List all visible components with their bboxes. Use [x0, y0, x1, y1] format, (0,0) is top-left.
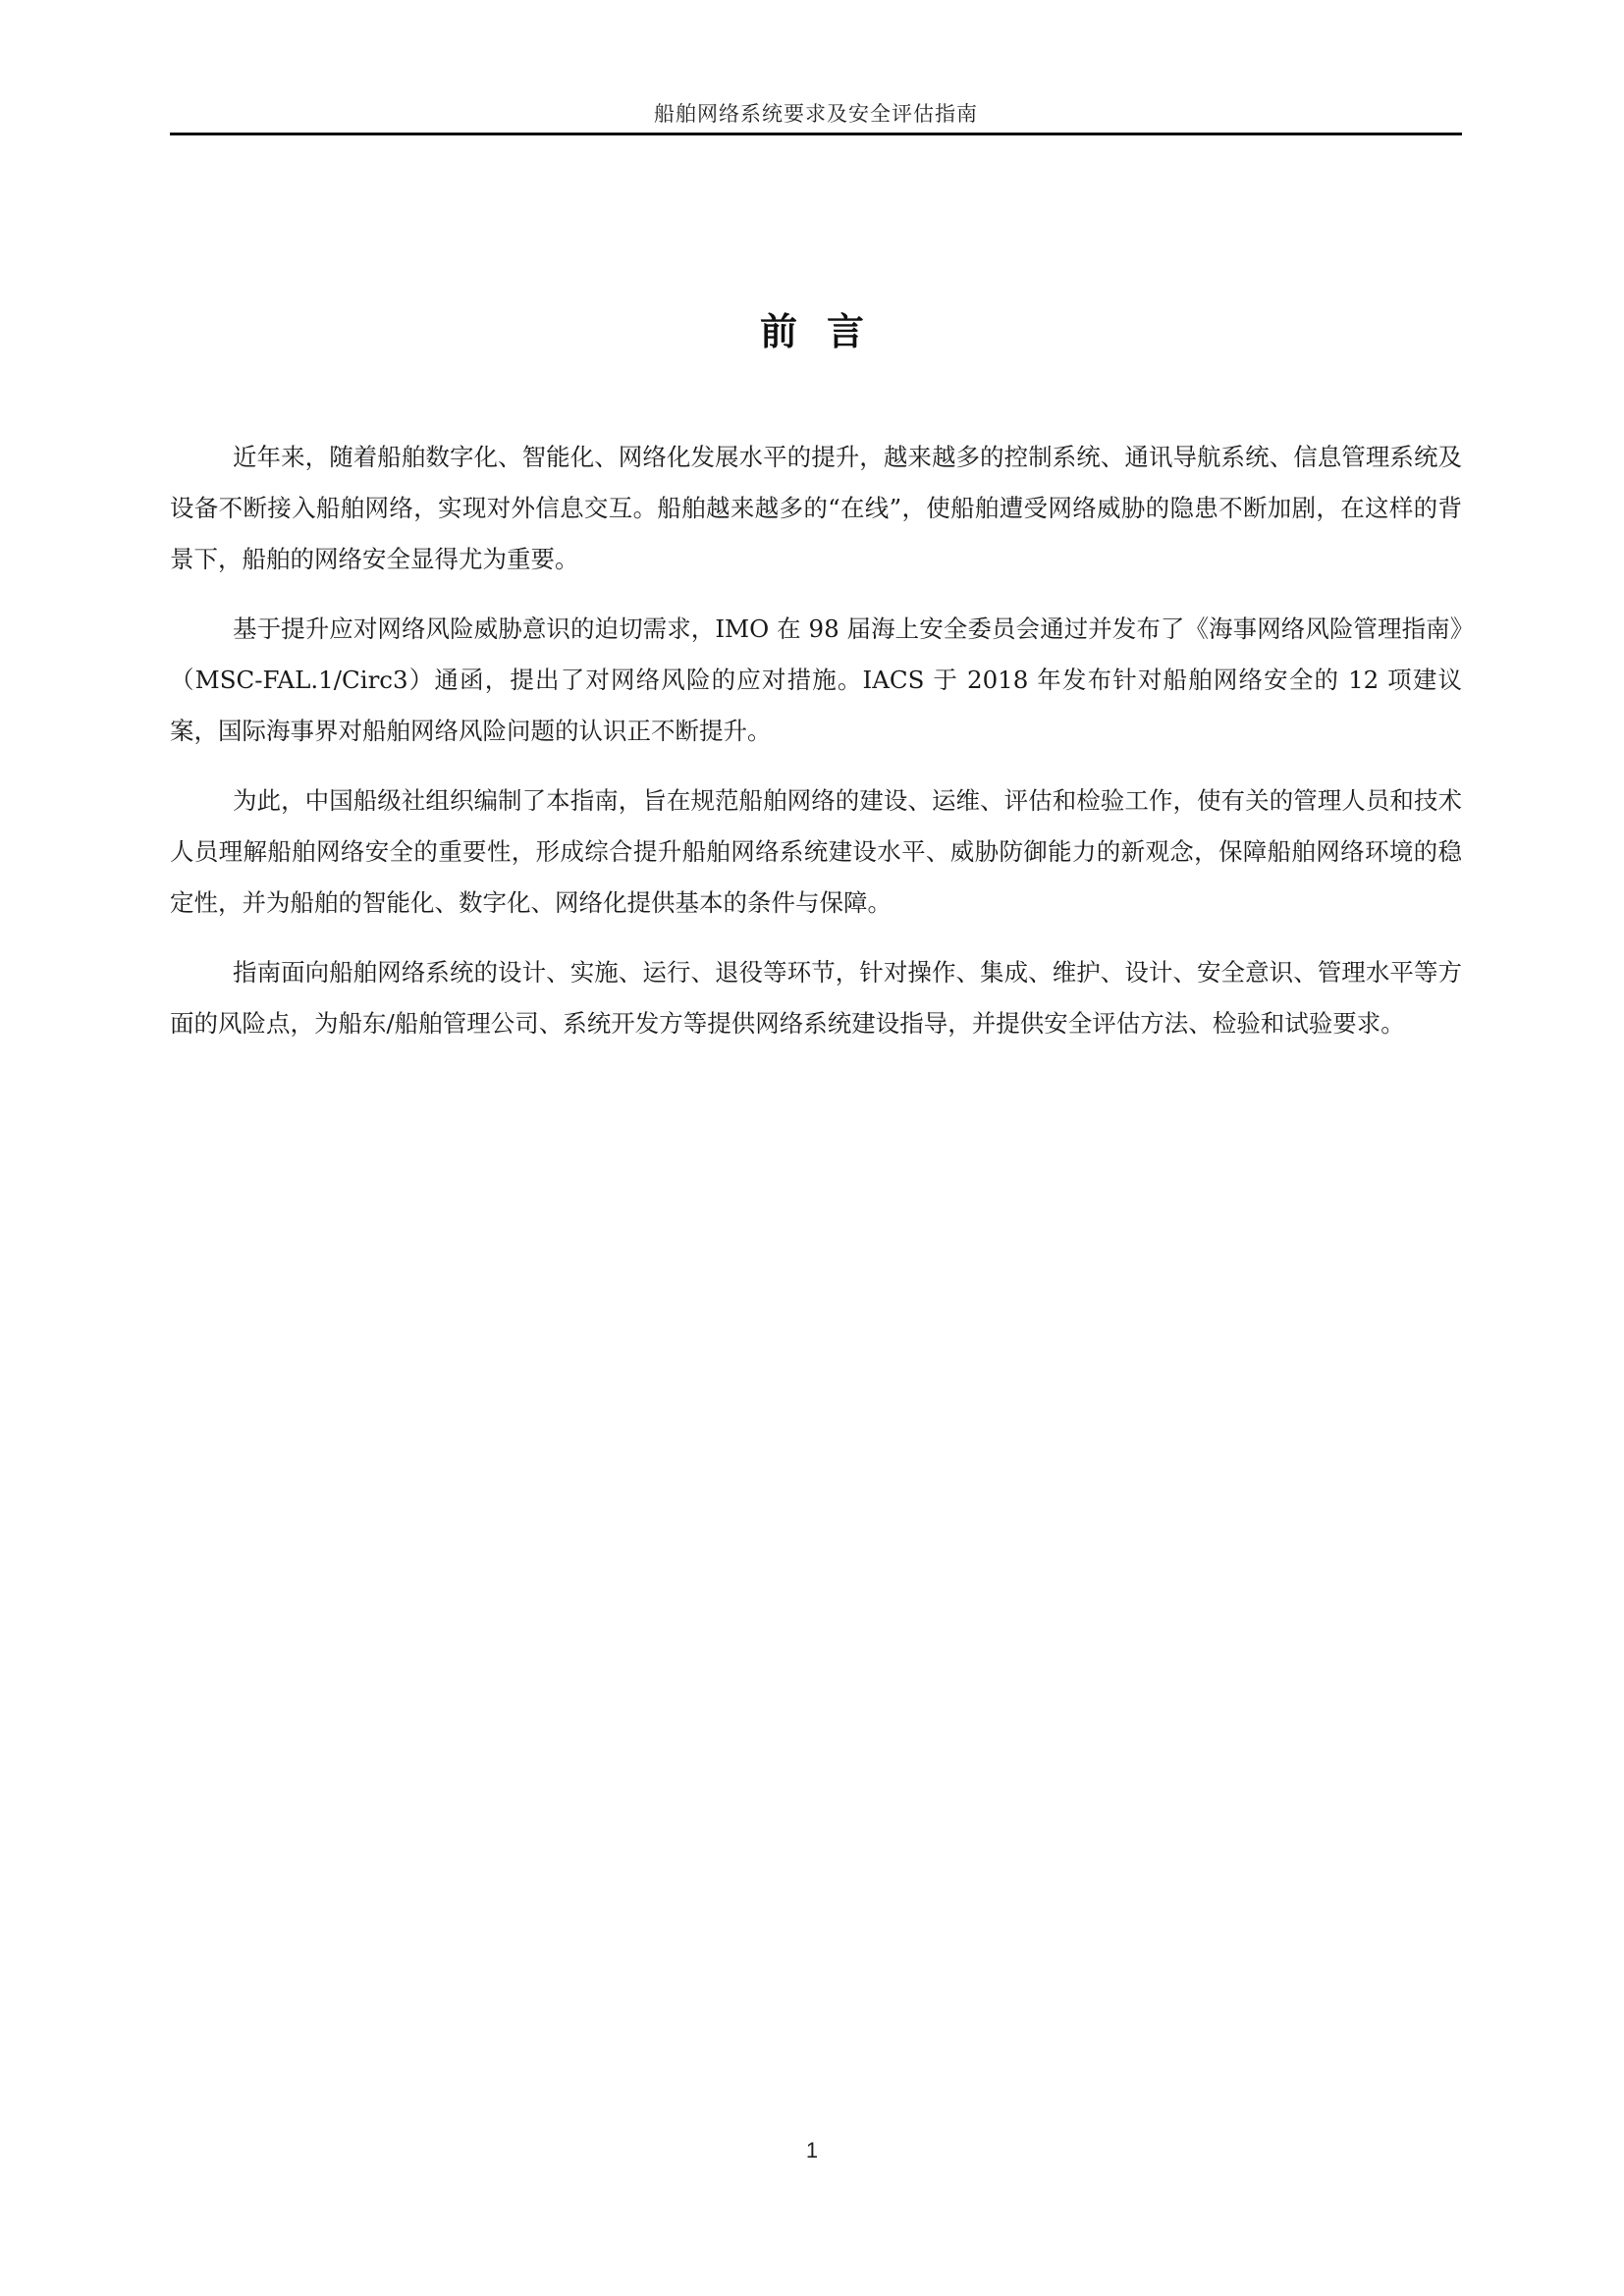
- paragraph-1: 近年来，随着船舶数字化、智能化、网络化发展水平的提升，越来越多的控制系统、通讯导航系统、信息管理系统及设备不断接入船舶网络，实现对外信息交互。船舶越来越多的“在线”，使船舶遭受网络威胁的隐患不断加剧，在这样的背景下，船舶的网络安全显得尤为重要。: [170, 443, 1462, 573]
- page-title: 前言: [759, 310, 893, 353]
- running-header: 船舶网络系统要求及安全评估指南: [654, 102, 978, 126]
- paragraph-4: 指南面向船舶网络系统的设计、实施、运行、退役等环节，针对操作、集成、维护、设计、安全意识、管理水平等方面的风险点，为船东/船舶管理公司、系统开发方等提供网络系统建设指导，并提供安全评估方法、检验和试验要求。: [170, 958, 1462, 1038]
- paragraph-2: 基于提升应对网络风险威胁意识的迫切需求，IMO 在 98 届海上安全委员会通过并发布了《海事网络风险管理指南》（MSC-FAL.1/Circ3）通函，提出了对网络风险的应对措施。IACS 于 2018 年发布针对船舶网络安全的 12 项建议案，国际海事界对船舶网络风险问题的认识正不断提升。: [170, 614, 1462, 745]
- paragraph-3: 为此，中国船级社组织编制了本指南，旨在规范船舶网络的建设、运维、评估和检验工作，使有关的管理人员和技术人员理解船舶网络安全的重要性，形成综合提升船舶网络系统建设水平、威胁防御能力的新观念，保障船舶网络环境的稳定性，并为船舶的智能化、数字化、网络化提供基本的条件与保障。: [170, 786, 1462, 917]
- document-body: [170, 432, 1462, 1068]
- page-number: 1: [805, 2138, 819, 2163]
- header-divider: [170, 133, 1462, 135]
